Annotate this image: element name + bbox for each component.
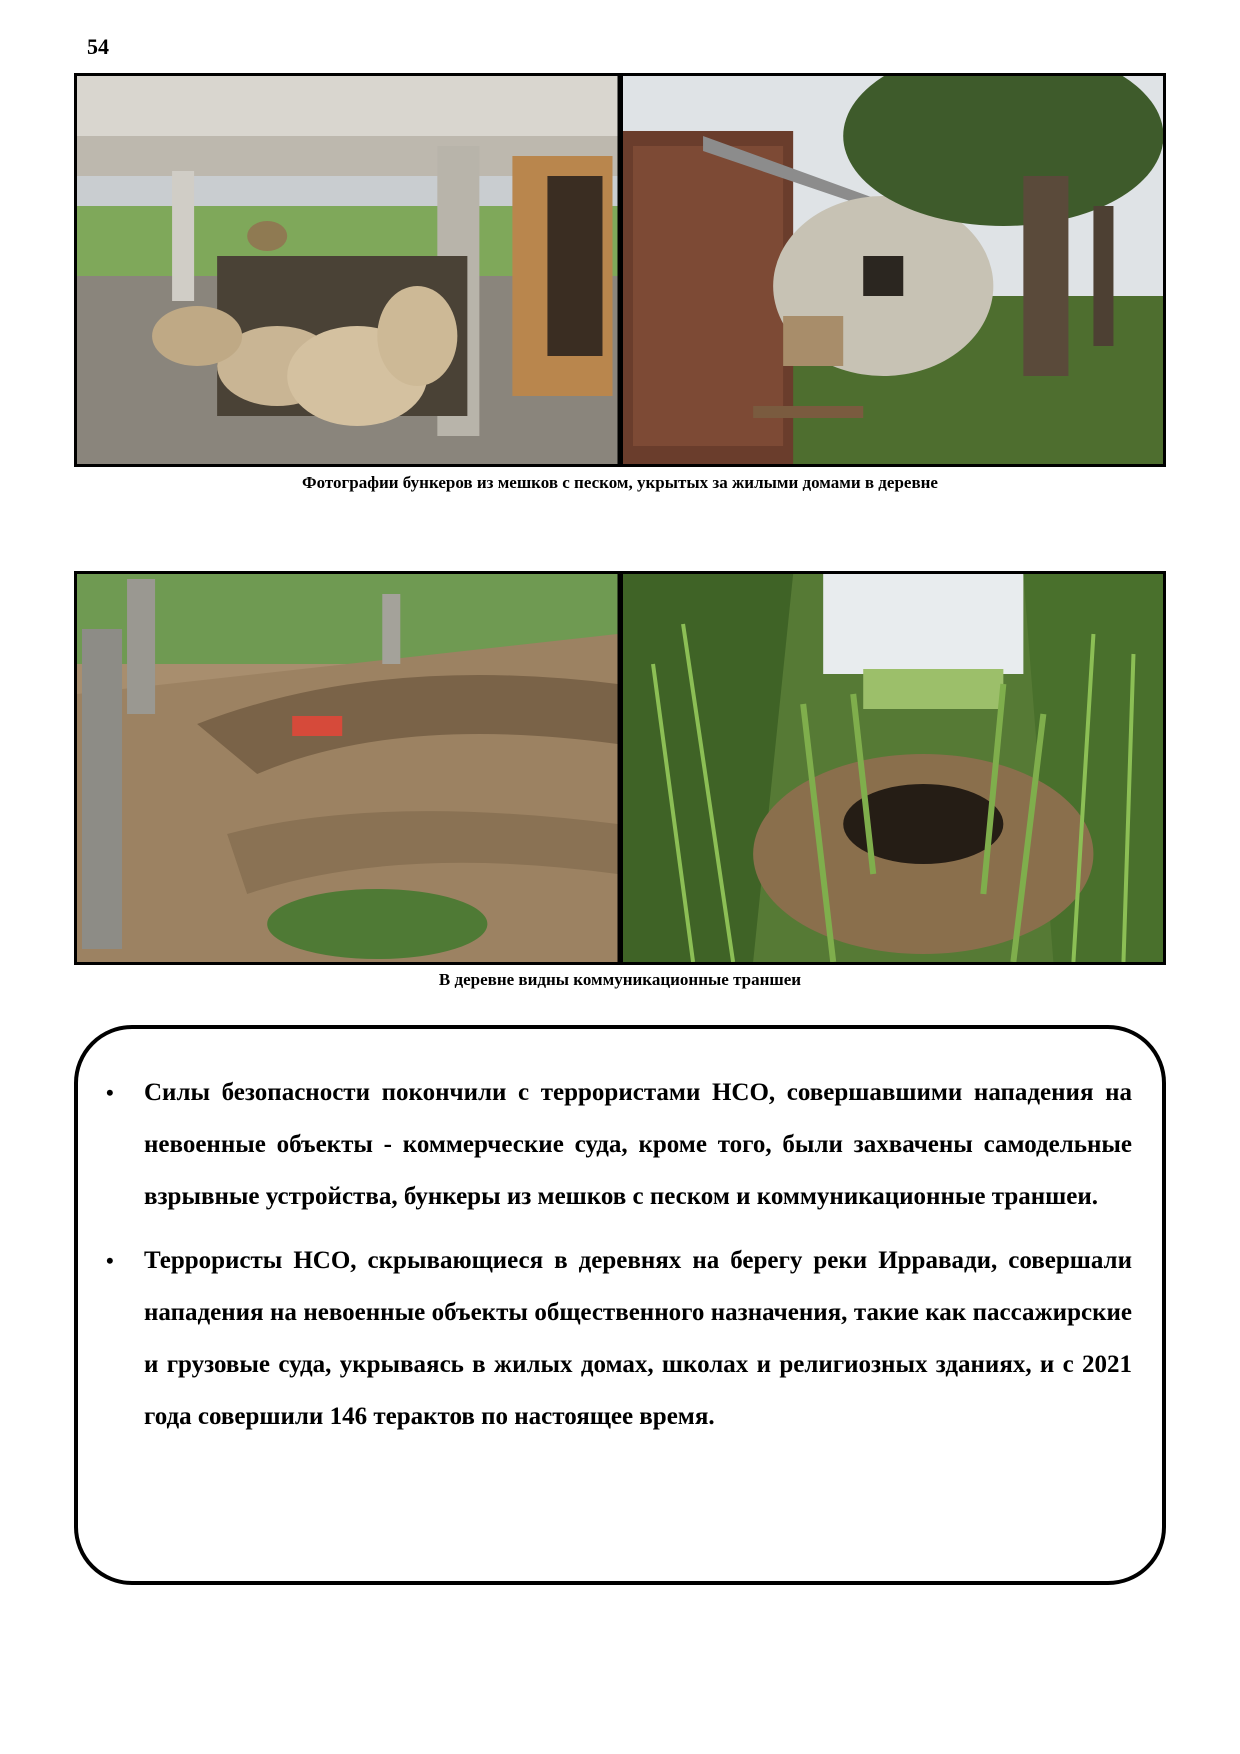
bullet-text: Силы безопасности покончили с террористами НСО, совершавшими нападения на невоенные объекты - коммерческие суда, кроме того, были захвачены самодельные взрывные устройства, бункеры из мешков с песком и коммуникационные траншеи.: [144, 1079, 1132, 1210]
info-box: [74, 1025, 1166, 1585]
bullet-item: [106, 1067, 1132, 1223]
figure-1-caption: Фотографии бункеров из мешков с песком, укрытых за жилыми домами в деревне: [302, 473, 938, 492]
page-number: 54: [87, 34, 109, 59]
bullet-icon: •: [106, 1080, 114, 1105]
figure-1-photos: [74, 73, 1166, 467]
sandbag-bunker-by-brick-wall-photo: [623, 76, 1164, 464]
bullet-text: Террористы НСО, скрывающиеся в деревнях на берегу реки Ирравади, совершали нападения на невоенные объекты общественного назначения, такие как пассажирские и грузовые суда, укрываясь в жилых домах, школах и религиозных зданиях, и с 2021 года совершили 146 терактов по настоящее время.: [144, 1247, 1132, 1430]
grass-trench-hole-photo: [623, 574, 1164, 962]
bullet-icon: •: [106, 1248, 114, 1273]
dirt-trench-photo: [77, 574, 618, 962]
bullet-item: [106, 1235, 1132, 1443]
sandbag-bunker-under-house-photo: [77, 76, 618, 464]
figure-2-photos: [74, 571, 1166, 965]
bullet-list: [106, 1067, 1132, 1455]
figure-2-caption: В деревне видны коммуникационные траншеи: [438, 970, 802, 989]
